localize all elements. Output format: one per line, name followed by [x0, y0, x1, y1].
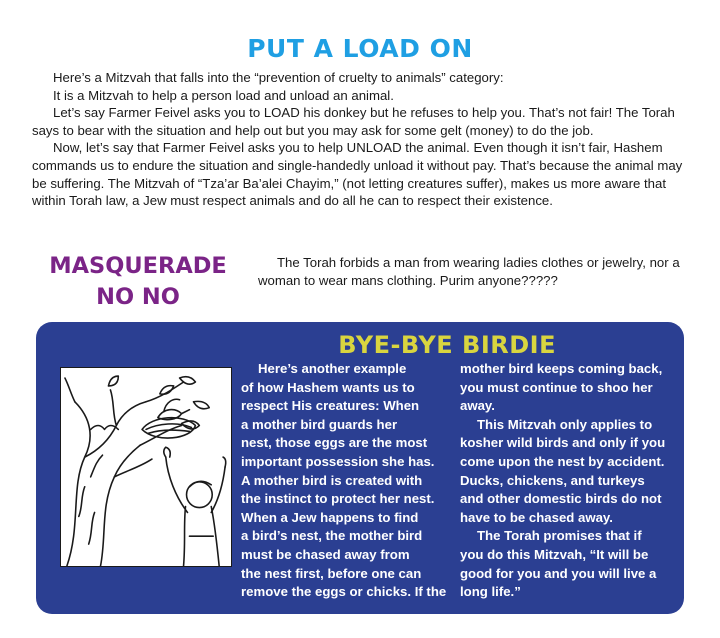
birdie-col2-line: mother bird keeps coming back,	[460, 361, 663, 376]
birdie-col2-line: This Mitzvah only applies to	[477, 416, 653, 432]
masquerade-title	[34, 251, 242, 313]
load-paragraph-1: Here’s a Mitzvah that falls into the “prevention of cruelty to animals” category:	[53, 70, 504, 85]
birdie-col2-line: kosher wild birds and only if you	[460, 435, 666, 451]
load-paragraph-3: Let’s say Farmer Feivel asks you to LOAD his donkey but he refuses to help you. That’s not fair! The Torah says to bear with the situation and help out but you may ask for some gelt (money) to do the job.	[32, 105, 675, 138]
birdie-col1-line: important possession she has.	[241, 453, 435, 469]
birdie-col2-line: you must continue to shoo her	[460, 379, 653, 395]
birdie-column-2	[460, 360, 675, 602]
bird-nest-illustration	[60, 367, 232, 567]
birdie-col1-line: nest, those eggs are the most	[241, 435, 428, 451]
birdie-col2-line: you do this Mitzvah, “It will be	[460, 546, 649, 562]
bye-bye-birdie-title: BYE-BYE BIRDIE	[338, 331, 556, 359]
birdie-col1-line: a mother bird guards her	[241, 416, 398, 432]
bird-nest-drawing-icon	[61, 368, 231, 566]
birdie-col2-line: good for you and you will live a	[460, 565, 657, 581]
put-a-load-on-title: PUT A LOAD ON	[247, 34, 473, 63]
masquerade-title-line2: NO NO	[96, 284, 180, 310]
birdie-col1-line: the nest first, before one can	[241, 565, 422, 581]
birdie-col1-line: Here’s another example	[258, 361, 407, 376]
masquerade-title-line1: MASQUERADE	[49, 253, 227, 279]
birdie-col1-line: A mother bird is created with	[241, 472, 423, 488]
bye-bye-birdie-box	[36, 322, 684, 614]
load-intro-text	[32, 69, 692, 210]
birdie-col2-line: away.	[460, 398, 495, 414]
birdie-col1-line: must be chased away from	[241, 546, 410, 562]
birdie-col2-line: have to be chased away.	[460, 509, 613, 525]
birdie-col2-line: and other domestic birds do not	[460, 491, 662, 507]
birdie-col1-line: respect His creatures: When	[241, 398, 420, 414]
birdie-col2-line: come upon the nest by accident.	[460, 453, 665, 469]
load-paragraph-2: It is a Mitzvah to help a person load and unload an animal.	[53, 87, 394, 103]
birdie-col1-line: the instinct to protect her nest.	[241, 491, 435, 507]
birdie-column-1	[241, 360, 456, 602]
load-paragraph-4: Now, let’s say that Farmer Feivel asks you to help UNLOAD the animal. Even though it isn’t fair, Hashem commands us to endure the situation and single-handedly unload it without pay. That’s because the animal may be suffering. The Mitzvah of “Tza’ar Ba’alei Chayim,” (not letting creatures suffer), makes us more aware that within Torah law, a Jew must respect animals and do all he can to respect their existence.	[32, 140, 683, 209]
masquerade-text: The Torah forbids a man from wearing ladies clothes or jewelry, nor a woman to wear mans clothing. Purim anyone?????	[258, 255, 680, 288]
birdie-col1-line: When a Jew happens to find	[241, 509, 419, 525]
birdie-col1-line: of how Hashem wants us to	[241, 379, 415, 395]
birdie-col2-line: Ducks, chickens, and turkeys	[460, 472, 645, 488]
birdie-col1-line: a bird’s nest, the mother bird	[241, 528, 423, 544]
birdie-col2-line: The Torah promises that if	[477, 528, 642, 544]
birdie-col2-line: long life.”	[460, 584, 521, 600]
birdie-col1-line: remove the eggs or chicks. If the	[241, 584, 447, 600]
